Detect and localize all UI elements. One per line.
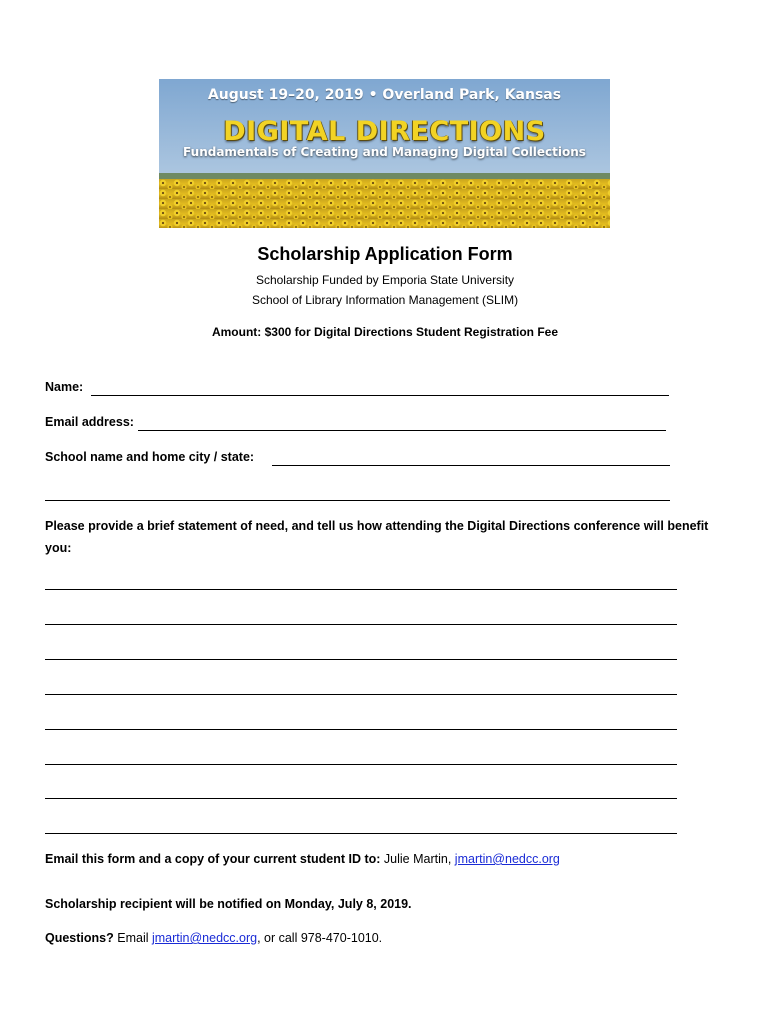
statement-line[interactable]	[45, 729, 677, 730]
form-title: Scholarship Application Form	[257, 244, 513, 264]
questions-phone: , or call 978-470-1010.	[257, 931, 383, 945]
questions-text: Email	[113, 931, 152, 945]
contact-email-link[interactable]: jmartin@nedcc.org	[454, 852, 560, 866]
name-label: Name:	[45, 380, 84, 394]
email-instructions	[45, 852, 560, 866]
notification-line	[45, 897, 412, 911]
statement-line[interactable]	[45, 694, 677, 695]
statement-line[interactable]	[45, 624, 677, 625]
questions-email-link[interactable]: jmartin@nedcc.org	[151, 931, 258, 945]
email-label: Email address:	[45, 415, 134, 429]
contact-name: Julie Martin,	[380, 852, 455, 866]
notification-text: Scholarship recipient will be notified on Monday, July 8, 2019.	[45, 897, 412, 911]
school-line: School of Library Information Management (SLIM)	[251, 293, 519, 307]
statement-line[interactable]	[45, 798, 677, 799]
questions-lead: Questions?	[45, 931, 114, 945]
funded-by-line: Scholarship Funded by Emporia State University	[255, 273, 515, 287]
questions-line	[45, 931, 382, 945]
school-label: School name and home city / state:	[45, 450, 255, 464]
statement-line[interactable]	[45, 764, 677, 765]
school-city-field-continued[interactable]	[45, 500, 670, 501]
banner-date-line: August 19–20, 2019 • Overland Park, Kansas	[207, 87, 562, 103]
banner-subtitle: Fundamentals of Creating and Managing Digital Collections	[183, 145, 586, 159]
name-field[interactable]	[91, 395, 669, 396]
statement-line[interactable]	[45, 659, 677, 660]
statement-line[interactable]	[45, 833, 677, 834]
conference-banner	[159, 79, 610, 228]
banner-title: DIGITAL DIRECTIONS	[223, 116, 546, 147]
statement-prompt: Please provide a brief statement of need, and tell us how attending the Digital Directions conference will benefit you:	[45, 519, 709, 555]
school-city-field[interactable]	[272, 465, 670, 466]
amount-line: Amount: $300 for Digital Directions Student Registration Fee	[211, 325, 559, 339]
email-field[interactable]	[138, 430, 666, 431]
email-instructions-lead: Email this form and a copy of your current student ID to:	[45, 852, 381, 866]
statement-line[interactable]	[45, 589, 677, 590]
